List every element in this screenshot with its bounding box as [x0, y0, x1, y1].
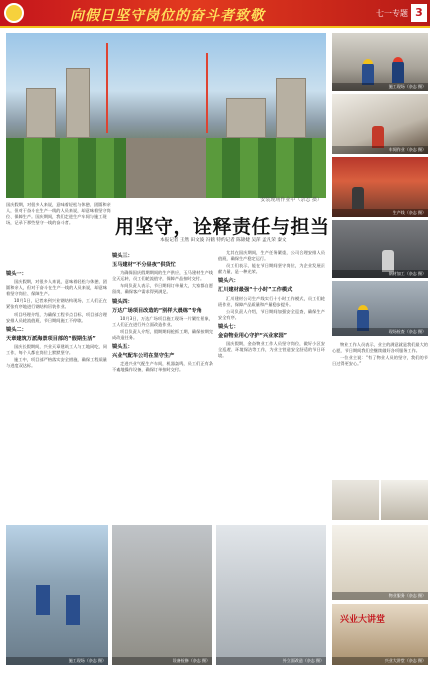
photo-caption: 生产线（杂志 摄） — [332, 209, 428, 217]
worker-figure — [36, 585, 50, 615]
photo-caption: 施工现场（杂志 摄） — [332, 83, 428, 91]
paragraph: 尤其在国庆期间，生产任务繁重，公司合理安排人员值班，确保生产稳定运行。 — [218, 250, 325, 262]
section-subheading: 汇川建材最强“十小时”工作模式 — [218, 287, 293, 294]
worker-figure — [362, 63, 374, 85]
crane-shape — [206, 53, 208, 133]
building-shape — [26, 88, 56, 138]
section-subheading: 万达广场项目改造的“别样大晨练”专角 — [112, 307, 202, 314]
photo-caption: 施工现场（杂志 摄） — [6, 657, 108, 665]
article-column-2 — [112, 250, 213, 375]
sidebar-photo — [332, 33, 428, 91]
hardhat-icon — [358, 305, 368, 310]
paragraph: 公司负责人介绍，节日期间加强安全巡查，确保生产安全有序。 — [218, 308, 325, 320]
photo-caption: 现场检查（杂志 摄） — [332, 328, 428, 336]
lecture-sign: 兴业大讲堂 — [340, 615, 386, 625]
section-subheading: 玉马建材“不分昼夜”供货忙 — [112, 262, 176, 269]
worker-figure — [66, 595, 80, 625]
bottom-photo — [112, 525, 212, 665]
article-headline: 用坚守，诠释责任与担当 — [115, 216, 330, 238]
page-number: 3 — [411, 4, 427, 22]
photo-caption: 物业服务（杂志 摄） — [332, 592, 428, 600]
header-banner — [0, 0, 430, 28]
worker-figure — [392, 61, 404, 83]
sidebar-photo — [332, 281, 428, 336]
section-heading: 镜头七： — [218, 323, 239, 330]
article-byline: 本报记者 王然 田文波 冯鹤 特约记者 陈锦婕 吴萍 孟凡荣 秦文 — [160, 238, 287, 243]
worker-figure — [352, 187, 364, 209]
main-photo-caption: 安装现场作业中（杂志 摄） — [260, 197, 322, 203]
section-heading: 镜头一： — [6, 271, 27, 277]
paragraph: 项目负责人介绍，假期期间抢抓工期，确保按期完成改造任务。 — [112, 328, 213, 341]
paragraph: 10月1日，记者来到兴业钢结构现场，工人们正在紧张有序地进行钢结构吊装作业。 — [6, 298, 107, 310]
bottom-photo — [332, 604, 428, 665]
newspaper-logo-icon — [4, 3, 24, 23]
hardhat-icon — [393, 57, 403, 62]
building-shape — [66, 68, 90, 138]
paragraph: 车间负责人表示，节日期间订单量大，大家都自愿留岗，确保客户需求得到满足。 — [112, 283, 213, 295]
worker-figure — [382, 250, 394, 272]
building-shape — [226, 98, 266, 138]
paragraph: 汇川建材公司生产线实行十小时工作模式，员工们轮班作业，保障产品质量和产量稳步提升。 — [218, 295, 325, 307]
worker-figure — [372, 126, 384, 148]
section-subheading: 金奋物业用心守护“兴业家园” — [218, 333, 288, 340]
section-heading: 镜头二： — [6, 326, 27, 333]
paragraph: 一位业主说：“有了物业人员的坚守，我们的节日过得更安心。” — [332, 355, 428, 367]
photo-caption: 外立面改造（杂志 摄） — [216, 657, 326, 665]
crane-shape — [106, 43, 108, 133]
article-column-3 — [218, 250, 325, 360]
sidebar-photo-small — [381, 480, 428, 520]
paragraph: 国庆假期，金奋物业工作人员坚守岗位，做好小区安全巡逻、环境保洁等工作，为业主营造安全舒适的节日环境。 — [218, 341, 325, 359]
article-column-4 — [332, 342, 428, 368]
paragraph: 项目经理介绍，为确保工程节点目标，项目部合理安排人员轮流值班，节日期间施工不停歇。 — [6, 311, 107, 323]
paragraph: 物业工作人员表示，业主的满意就是我们最大的心愿，节日期间我们会继续做好各项服务工作。 — [332, 342, 428, 354]
bottom-photo — [332, 525, 428, 600]
section-label: 七一专题 — [376, 9, 408, 18]
hardhat-icon — [363, 59, 373, 64]
paragraph: 走进兴业气配生产车间，机器轰鸣，员工们正有条不紊地操作设备，确保订单按时交付。 — [112, 361, 213, 373]
bottom-photo — [216, 525, 326, 665]
intro-text: 国庆假期，对很多人来说，意味着轻松与休憩、团圆和亲人，但对于奋斗在生产一线的人员来说，却意味着坚守岗位、保障生产。国庆期间，我们走进生产车间与施工现场，记录下那些坚守一线的奋斗者。 — [6, 202, 111, 225]
section-heading: 镜头四： — [112, 298, 133, 305]
page-title: 向假日坚守岗位的奋斗者致敬 — [70, 8, 265, 24]
section-heading: 镜头五： — [112, 344, 133, 351]
section-subheading: 天章建筑万派海景项目部的“假期生活” — [6, 335, 96, 342]
paragraph: 10月3日，万达广场项目施工现场一片繁忙景象，工人们正在进行外立面改造作业。 — [112, 315, 213, 327]
building-shape — [276, 78, 306, 138]
photo-caption: 钢材加工（杂志 摄） — [332, 270, 428, 278]
photo-caption: 车间作业（杂志 摄） — [332, 146, 428, 154]
section-heading: 镜头三： — [112, 253, 133, 259]
sidebar-photo-small — [332, 480, 379, 520]
main-photo — [6, 33, 326, 198]
paragraph: 为确保国庆假期期间的生产供应，玉马建材生产线全天运转，员工们轮流值守，保障产品按时交付。 — [112, 270, 213, 282]
paragraph: 施工中，项目部严格落实安全措施，确保工程质量与进度双达标。 — [6, 357, 107, 369]
bottom-photo — [6, 525, 108, 665]
photo-caption: 兴业大讲堂（杂志 摄） — [332, 657, 428, 665]
paragraph: 员工们表示，能在节日期间坚守岗位，为企业发展贡献力量，是一种光荣。 — [218, 263, 325, 275]
article-column-1 — [6, 268, 107, 370]
section-subheading: 兴业气配车公司在坚守生产 — [112, 353, 175, 360]
sidebar-photo — [332, 94, 428, 154]
sidebar-photo — [332, 220, 428, 278]
photo-caption: 设备检修（杂志 摄） — [112, 657, 212, 665]
section-heading: 镜头六： — [218, 278, 239, 285]
sidebar-photo — [332, 157, 428, 217]
site-road — [126, 138, 206, 198]
paragraph: 国庆长假期间，兴业天章建筑工人与工地同吃、同工作，每个人都在岗位上默默坚守。 — [6, 343, 107, 356]
paragraph: 国庆假期，对很多人来说，意味着轻松与休憩、团圆和亲人，但对于奋斗在生产一线的人员来说，却意味着坚守岗位、保障生产。 — [6, 279, 107, 297]
